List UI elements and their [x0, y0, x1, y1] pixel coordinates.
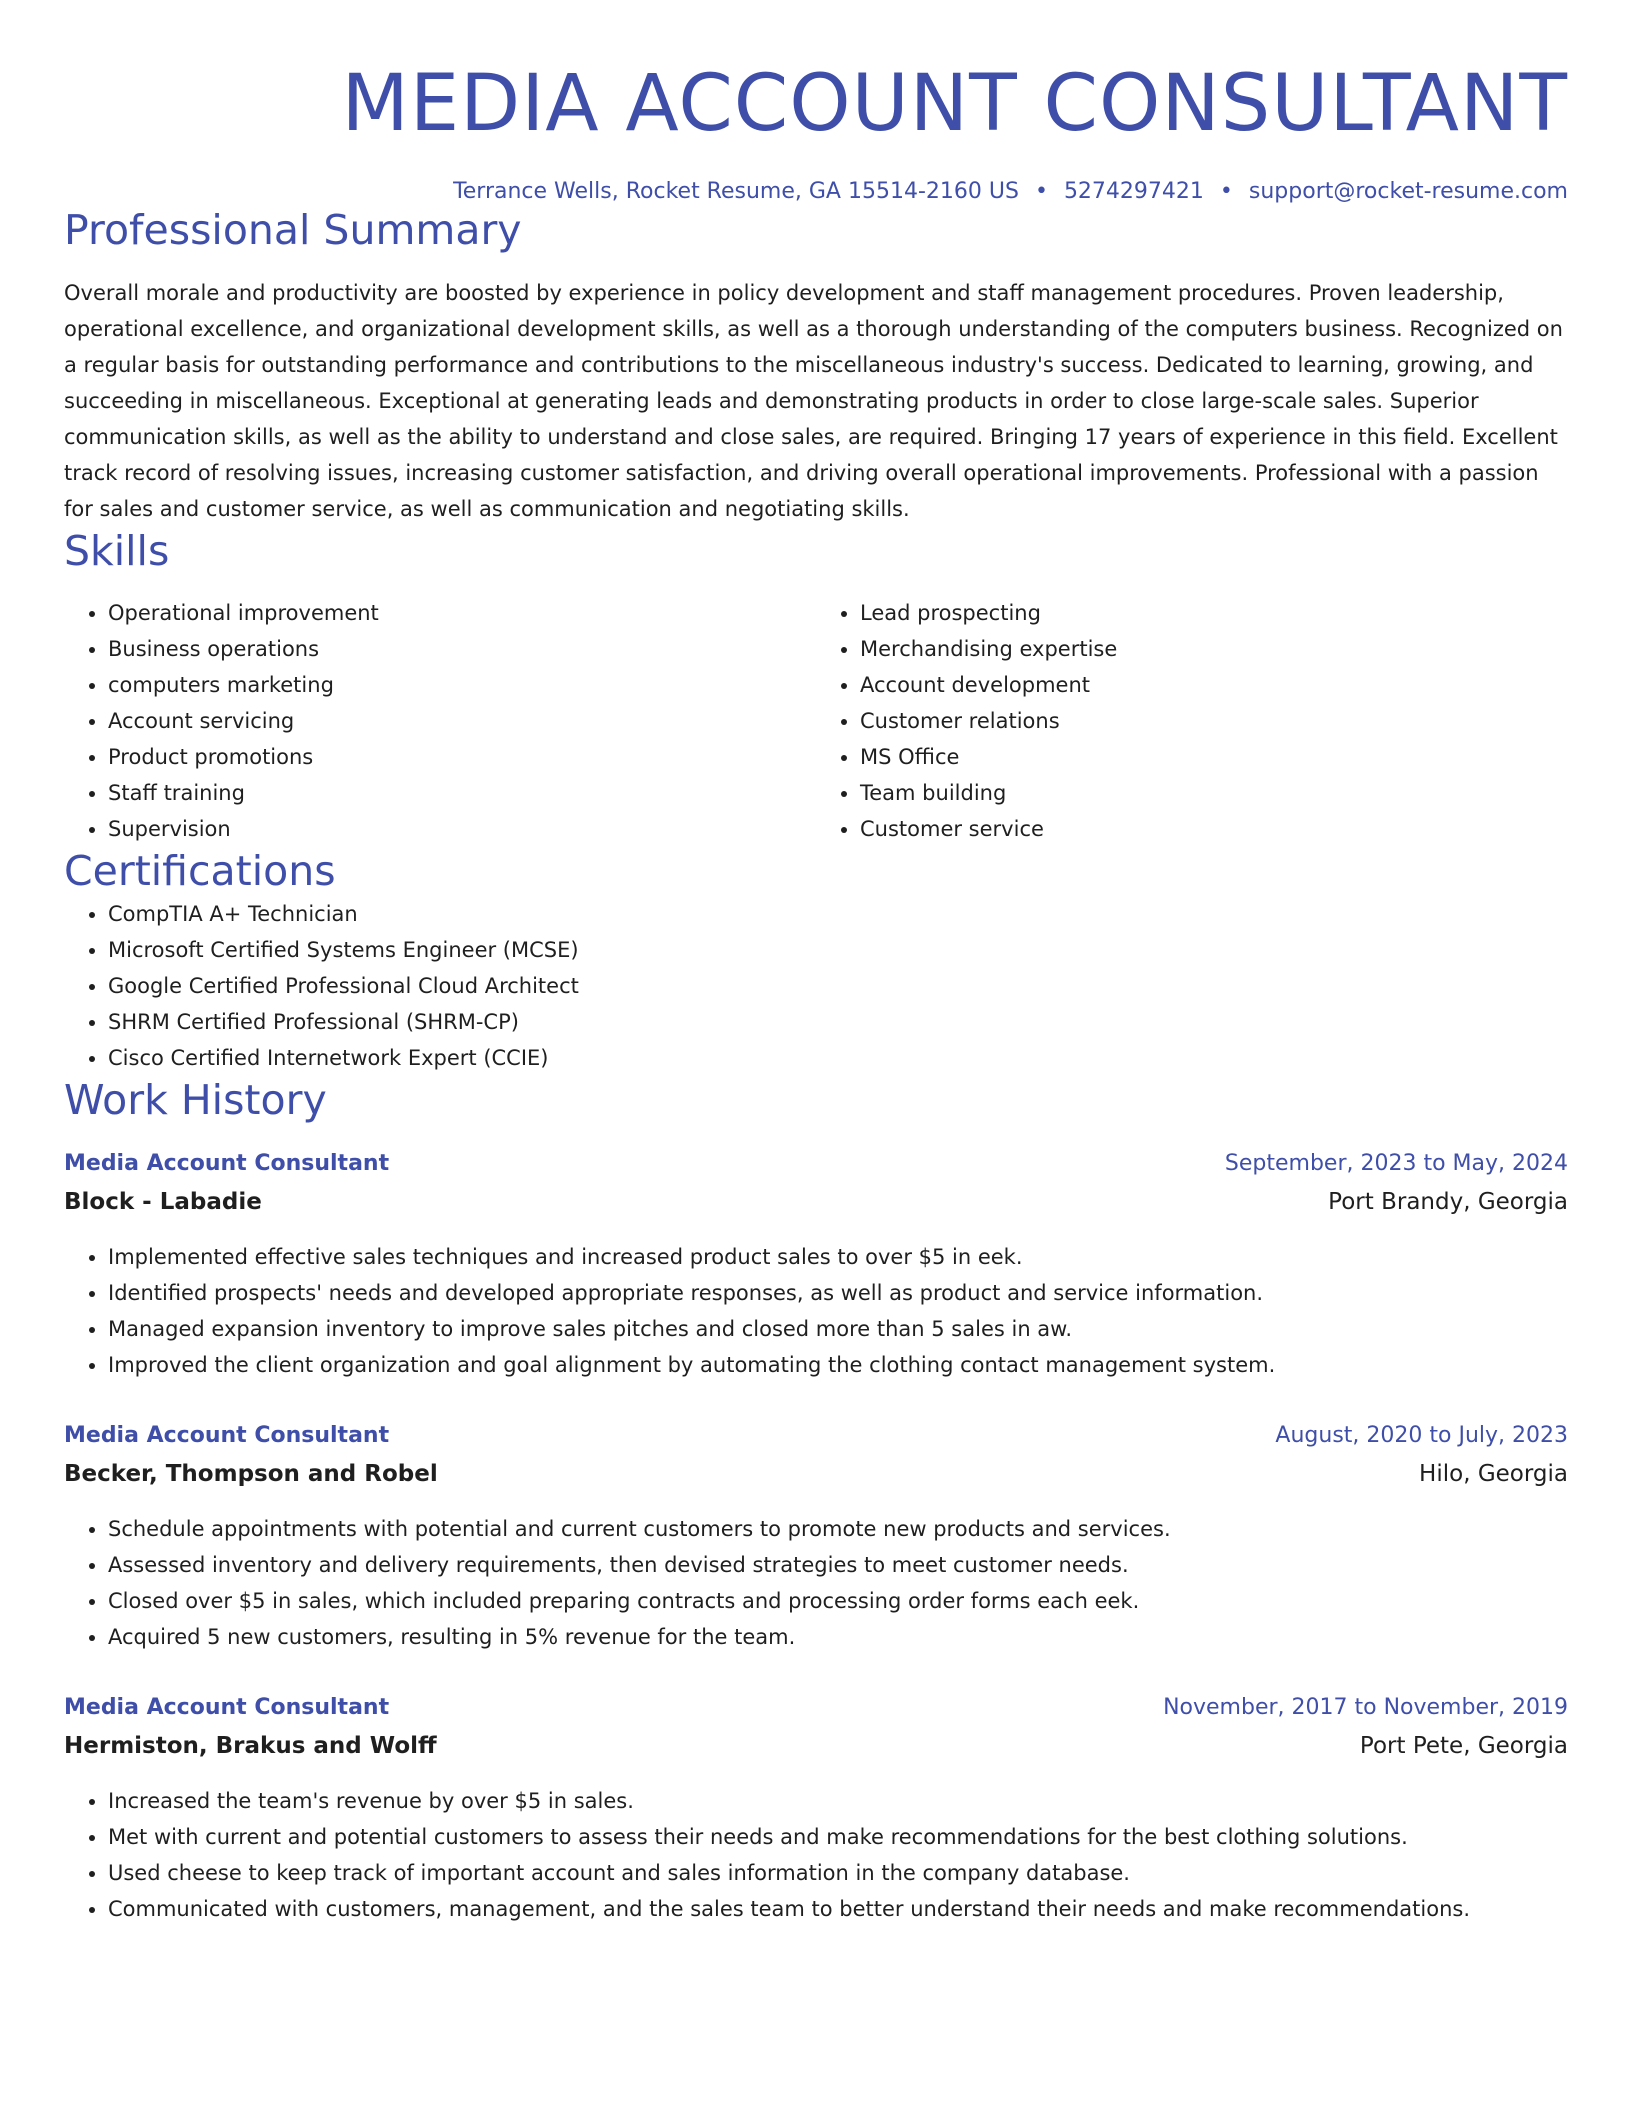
job-dates: November, 2017 to November, 2019 [1163, 1694, 1568, 1720]
skills-heading: Skills [64, 527, 170, 576]
certification-item: • Microsoft Certified Systems Engineer (MCSE) [108, 932, 1568, 968]
skill-item: • Product promotions [108, 739, 816, 775]
skill-item: • Business operations [108, 631, 816, 667]
certification-item: • SHRM Certified Professional (SHRM-CP) [108, 1004, 1568, 1040]
resume-title: MEDIA ACCOUNT CONSULTANT [341, 59, 1568, 149]
job-bullet: • Managed expansion inventory to improve sales pitches and closed more than 5 sales in aw. [108, 1311, 1568, 1347]
job-bullet: • Communicated with customers, management, and the sales team to better understand their needs and make recommendations. [108, 1891, 1568, 1927]
job-bullets [64, 1783, 1568, 1927]
contact-separator: • [1034, 178, 1048, 204]
skill-item: • Supervision [108, 811, 816, 847]
skill-item: • Merchandising expertise [860, 631, 1568, 667]
skill-item: • Operational improvement [108, 595, 816, 631]
job-location: Port Pete, Georgia [1359, 1732, 1568, 1759]
job-entry [64, 1695, 1568, 1927]
job-title: Media Account Consultant [64, 1694, 390, 1720]
skill-item: • computers marketing [108, 667, 816, 703]
job-header-row [64, 1151, 1568, 1187]
certification-item: • CompTIA A+ Technician [108, 896, 1568, 932]
job-dates: September, 2023 to May, 2024 [1224, 1150, 1568, 1176]
job-bullet: • Met with current and potential customers to assess their needs and make recommendations for the best clothing solutions. [108, 1819, 1568, 1855]
summary-text: Overall morale and productivity are boosted by experience in policy development and staff management procedures. Proven leadership, operational excellence, and organizational development skills, as well as a thorough understanding of the computers business. Recognized on a regular basis for outstanding performance and contributions to the miscellaneous industry's success. Dedicated to learning, growing, and succeeding in miscellaneous. Exceptional at generating leads and demonstrating products in order to close large-scale sales. Superior communication skills, as well as the ability to understand and close sales, are required. Bringing 17 years of experience in this field. Excellent track record of resolving issues, increasing customer satisfaction, and driving overall operational improvements. Professional with a passion for sales and customer service, as well as communication and negotiating skills. [64, 281, 1563, 522]
contact-phone: 5274297421 [1063, 178, 1204, 204]
job-bullet: • Improved the client organization and goal alignment by automating the clothing contact management system. [108, 1347, 1568, 1383]
skills-list-right [816, 595, 1568, 847]
job-bullet: • Assessed inventory and delivery requirements, then devised strategies to meet customer needs. [108, 1547, 1568, 1583]
job-company: Block - Labadie [64, 1188, 262, 1215]
job-company: Becker, Thompson and Robel [64, 1460, 438, 1487]
skill-item: • Staff training [108, 775, 816, 811]
skill-item: • Customer service [860, 811, 1568, 847]
skill-item: • MS Office [860, 739, 1568, 775]
skill-item: • Account servicing [108, 703, 816, 739]
job-entry [64, 1423, 1568, 1655]
certifications-heading: Certifications [64, 846, 336, 895]
job-company-row [64, 1461, 1568, 1501]
job-header-row [64, 1695, 1568, 1731]
job-bullet: • Used cheese to keep track of important account and sales information in the company database. [108, 1855, 1568, 1891]
contact-line [64, 178, 1568, 207]
skill-item: • Lead prospecting [860, 595, 1568, 631]
job-location: Port Brandy, Georgia [1328, 1188, 1568, 1215]
certifications-list [64, 896, 1568, 1076]
job-title: Media Account Consultant [64, 1422, 390, 1448]
contact-separator: • [1219, 178, 1233, 204]
work-history-heading: Work History [64, 1075, 327, 1124]
job-bullet: • Increased the team's revenue by over $5 in sales. [108, 1783, 1568, 1819]
certification-item: • Google Certified Professional Cloud Architect [108, 968, 1568, 1004]
skills-list-left [64, 595, 816, 847]
job-header-row [64, 1423, 1568, 1459]
job-company-row [64, 1733, 1568, 1773]
summary-heading: Professional Summary [64, 206, 522, 255]
job-title: Media Account Consultant [64, 1150, 390, 1176]
certification-item: • Cisco Certified Internetwork Expert (CCIE) [108, 1040, 1568, 1076]
skill-item: • Customer relations [860, 703, 1568, 739]
skills-columns [64, 595, 1568, 847]
job-bullets [64, 1511, 1568, 1655]
job-bullet: • Identified prospects' needs and developed appropriate responses, as well as product and service information. [108, 1275, 1568, 1311]
job-bullet: • Implemented effective sales techniques and increased product sales to over $5 in eek. [108, 1239, 1568, 1275]
job-bullets [64, 1239, 1568, 1383]
contact-address: Terrance Wells, Rocket Resume, GA 15514-2160 US [453, 178, 1019, 204]
job-company-row [64, 1189, 1568, 1229]
job-entry [64, 1151, 1568, 1383]
job-location: Hilo, Georgia [1419, 1460, 1568, 1487]
job-bullet: • Closed over $5 in sales, which included preparing contracts and processing order forms each eek. [108, 1583, 1568, 1619]
skill-item: • Account development [860, 667, 1568, 703]
job-bullet: • Acquired 5 new customers, resulting in 5% revenue for the team. [108, 1619, 1568, 1655]
job-bullet: • Schedule appointments with potential and current customers to promote new products and services. [108, 1511, 1568, 1547]
job-dates: August, 2020 to July, 2023 [1275, 1422, 1568, 1448]
job-company: Hermiston, Brakus and Wolff [64, 1732, 437, 1759]
contact-email[interactable]: support@rocket-resume.com [1248, 178, 1568, 204]
skill-item: • Team building [860, 775, 1568, 811]
